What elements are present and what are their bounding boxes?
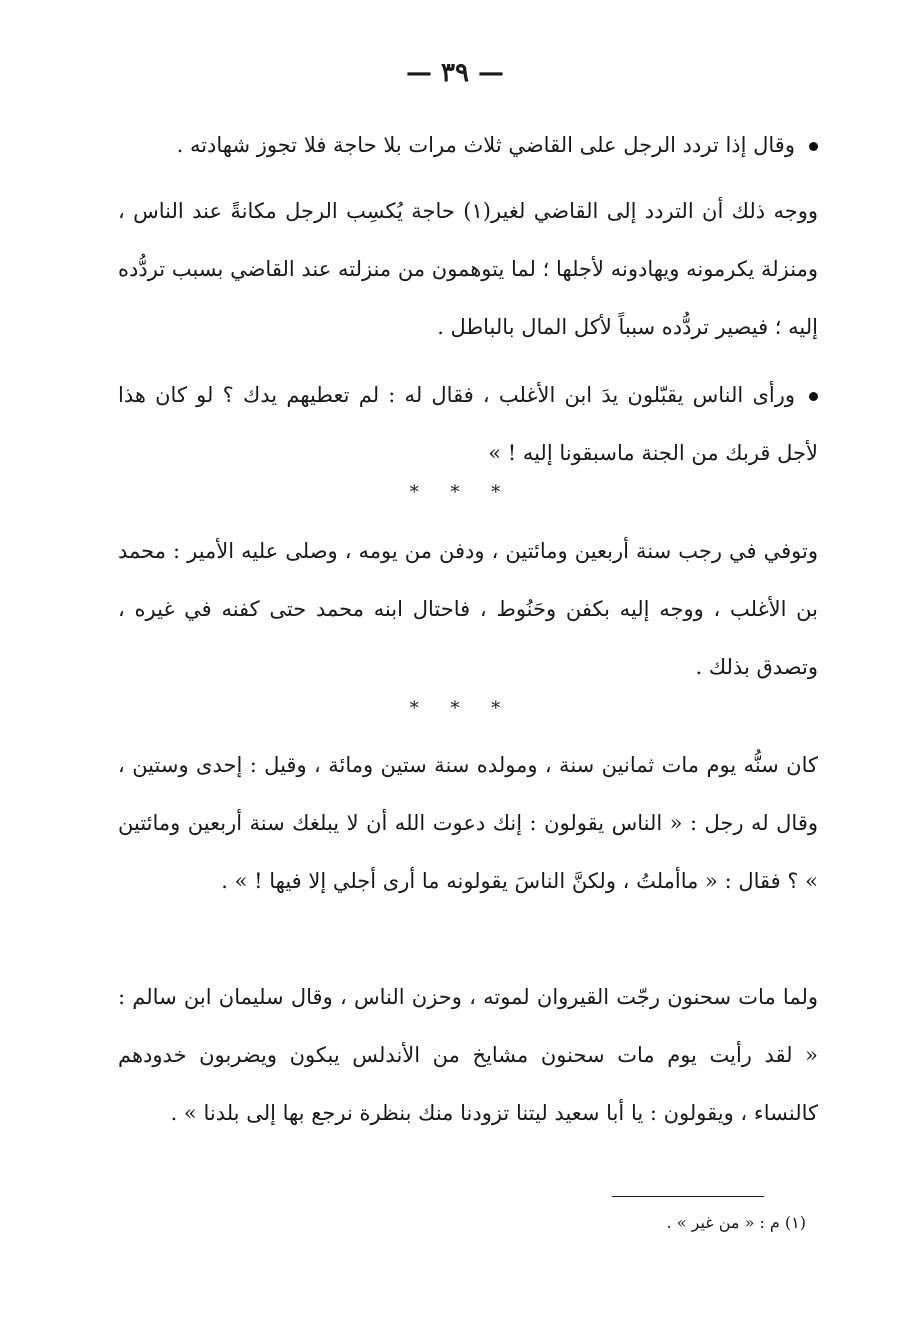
paragraph-3	[118, 366, 818, 482]
paragraph-2	[118, 182, 818, 356]
paragraph-4-text: وتوفي في رجب سنة أربعين ومائتين ، ودفن من يومه ، وصلى عليه الأمير : محمد بن الأغلب ، ووجه إليه بكفن وحَنُوط ، فاحتال ابنه محمد حتى كفنه في غيره ، وتصدق بذلك .	[118, 539, 818, 679]
paragraph-1	[118, 116, 818, 174]
paragraph-4	[118, 522, 818, 696]
footnote-divider	[612, 1196, 764, 1197]
paragraph-5-text: كان سنُّه يوم مات ثمانين سنة ، ومولده سنة ستين ومائة ، وقيل : إحدى وستين ، وقال له رجل : « الناس يقولون : إنك دعوت الله أن لا يبلغك سنة أربعين ومائتين » ؟ فقال : « ماأملتُ ، ولكنَّ الناسَ يقولونه ما أرى أجلي إلا فيها ! » .	[118, 753, 818, 893]
paragraph-6	[118, 968, 818, 1142]
page-number: — ٣٩ —	[405, 58, 505, 88]
paragraph-1-text: وقال إذا تردد الرجل على القاضي ثلاث مرات بلا حاجة فلا تجوز شهادته .	[176, 133, 795, 157]
paragraph-2-text: ووجه ذلك أن التردد إلى القاضي لغير(١) حاجة يُكسِب الرجل مكانةً عند الناس ، ومنزلة يكرمونه ويهادونه لأجلها ؛ لما يتوهمون من منزلته عند القاضي بسبب تردُّده إليه ؛ فيصير تردُّده سبباً لأكل المال بالباطل .	[118, 199, 818, 339]
bullet-icon	[809, 142, 818, 151]
section-separator: * * *	[409, 482, 501, 503]
footnote: (١) م : « من غير » .	[666, 1213, 806, 1232]
section-separator: * * *	[409, 698, 501, 719]
paragraph-6-text: ولما مات سحنون رجّت القيروان لموته ، وحزن الناس ، وقال سليمان ابن سالم : « لقد رأيت يوم مات سحنون مشايخ من الأندلس يبكون ويضربون خدودهم كالنساء ، ويقولون : يا أبا سعيد ليتنا تزودنا منك بنظرة نرجع بها إلى بلدنا » .	[118, 985, 818, 1125]
paragraph-3-text: ورأى الناس يقبّلون يدَ ابن الأغلب ، فقال له : لم تعطيهم يدك ؟ لو كان هذا لأجل قربك من الجنة ماسبقونا إليه ! »	[118, 383, 818, 465]
bullet-icon	[809, 392, 818, 401]
paragraph-5	[118, 736, 818, 910]
